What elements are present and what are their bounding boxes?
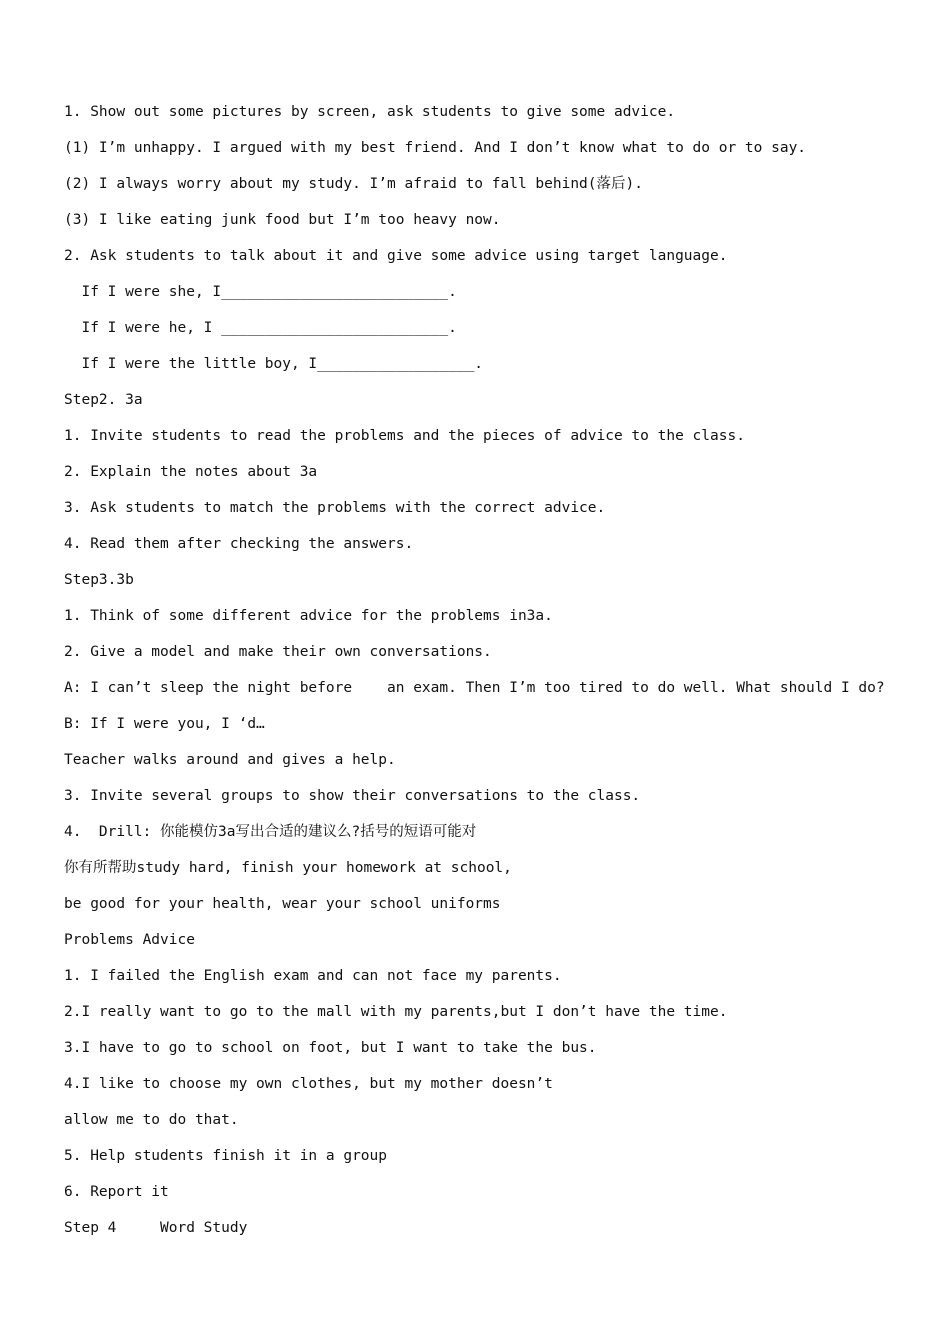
text-line: be good for your health, wear your school uniforms xyxy=(64,896,501,912)
text-line: Teacher walks around and gives a help. xyxy=(64,752,396,768)
problem-item: allow me to do that. xyxy=(64,1112,239,1128)
text-line: 1. Think of some different advice for the problems in3a. xyxy=(64,608,553,624)
text-line: 3. Ask students to match the problems with the correct advice. xyxy=(64,500,606,516)
text-line: 你有所帮助study hard, finish your homework at school, xyxy=(64,860,512,876)
fill-in-line: If I were she, I__________________________. xyxy=(64,284,457,300)
step-heading: Step3.3b xyxy=(64,572,134,588)
table-header: Problems Advice xyxy=(64,932,195,948)
text-line: (2) I always worry about my study. I’m afraid to fall behind(落后). xyxy=(64,176,643,192)
fill-in-line: If I were he, I __________________________. xyxy=(64,320,457,336)
fill-in-line: If I were the little boy, I__________________. xyxy=(64,356,484,372)
step-heading: Step2. 3a xyxy=(64,392,143,408)
document-body xyxy=(64,100,924,1252)
text-line: 1. Invite students to read the problems and the pieces of advice to the class. xyxy=(64,428,745,444)
text-line: 1. Show out some pictures by screen, ask students to give some advice. xyxy=(64,104,676,120)
problem-item: 1. I failed the English exam and can not face my parents. xyxy=(64,968,562,984)
problem-item: 3.I have to go to school on foot, but I want to take the bus. xyxy=(64,1040,597,1056)
text-line: 4. Drill: 你能模仿3a写出合适的建议么?括号的短语可能对 xyxy=(64,824,477,840)
text-line: (1) I’m unhappy. I argued with my best friend. And I don’t know what to do or to say. xyxy=(64,140,807,156)
text-line: 2. Ask students to talk about it and give some advice using target language. xyxy=(64,248,728,264)
text-line: 5. Help students finish it in a group xyxy=(64,1148,388,1164)
text-line: 4. Read them after checking the answers. xyxy=(64,536,414,552)
problem-item: 2.I really want to go to the mall with my parents,but I don’t have the time. xyxy=(64,1004,728,1020)
text-line: 2. Give a model and make their own conversations. xyxy=(64,644,492,660)
text-line: 3. Invite several groups to show their conversations to the class. xyxy=(64,788,641,804)
text-line: (3) I like eating junk food but I’m too heavy now. xyxy=(64,212,501,228)
text-line: 6. Report it xyxy=(64,1184,169,1200)
dialogue-line: A: I can’t sleep the night before an exam. Then I’m too tired to do well. What should I do? xyxy=(64,680,885,696)
text-line: 2. Explain the notes about 3a xyxy=(64,464,318,480)
dialogue-line: B: If I were you, I ‘d… xyxy=(64,716,265,732)
step-heading: Step 4 Word Study xyxy=(64,1220,248,1236)
problem-item: 4.I like to choose my own clothes, but my mother doesn’t xyxy=(64,1076,553,1092)
